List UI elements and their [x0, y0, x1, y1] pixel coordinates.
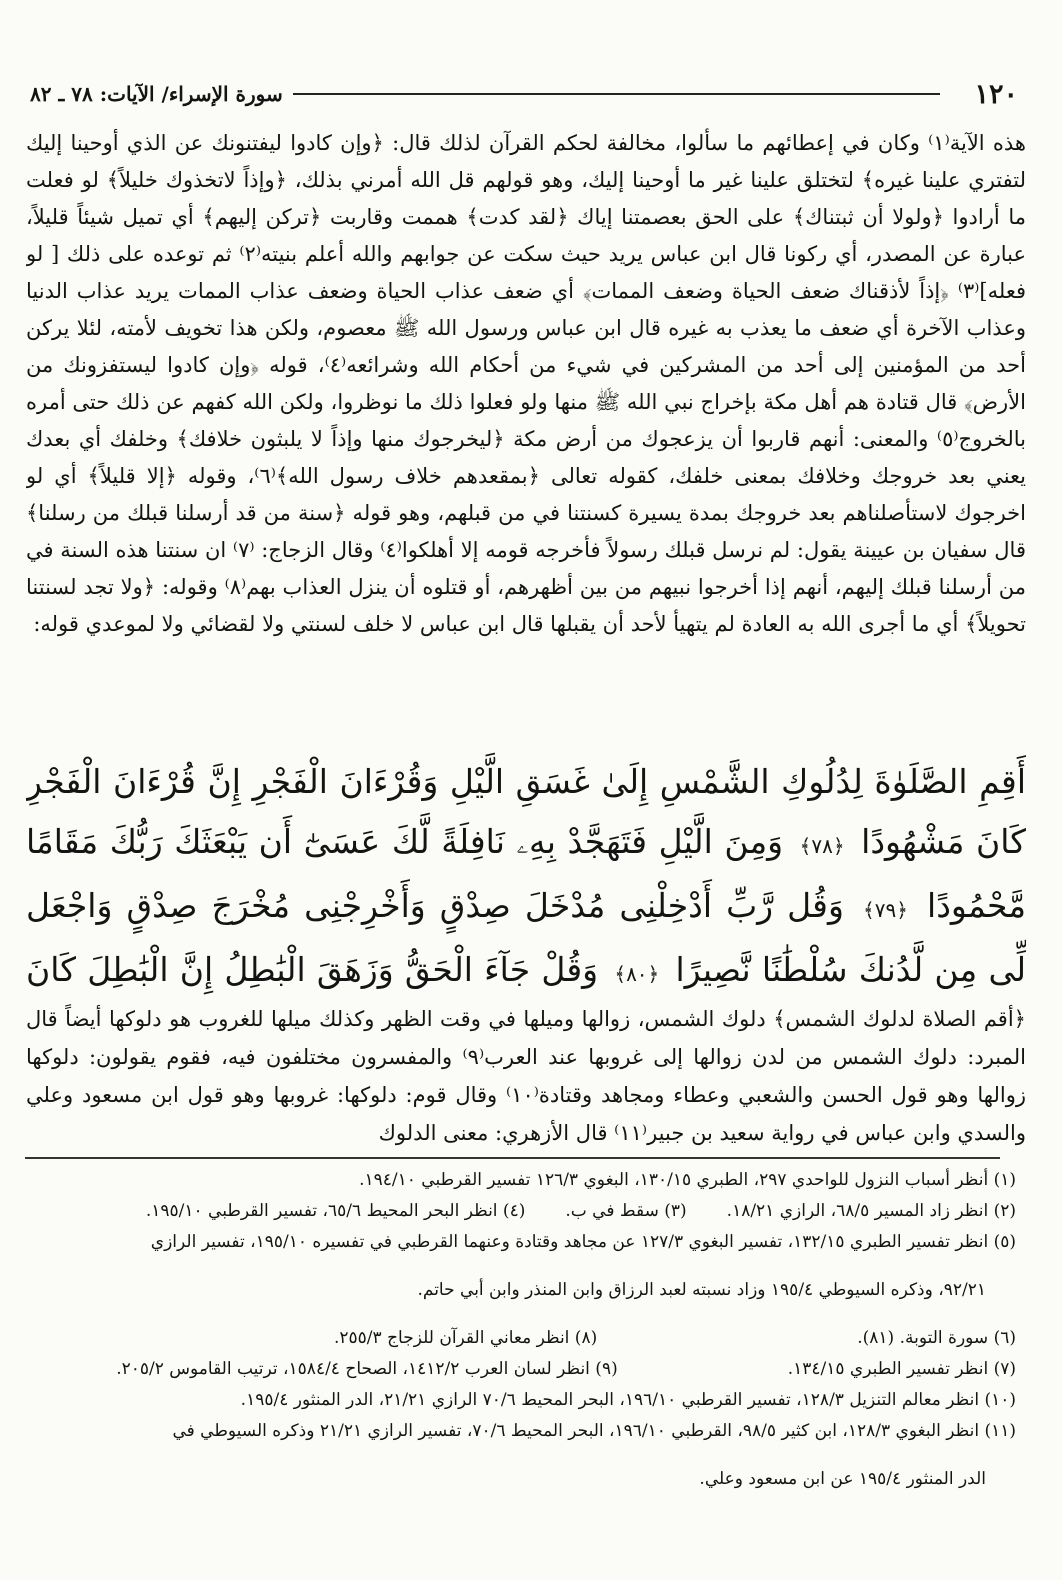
footnote-separator — [25, 1157, 1000, 1159]
verse-number-marker: ﴿٧٩﴾ — [863, 898, 908, 922]
footnote-11-continued: الدر المنثور ١٩٥/٤ عن ابن مسعود وعلي. — [699, 1469, 986, 1489]
tafsir-text — [26, 125, 1026, 745]
running-title: سورة الإسراء/ الآيات: ٧٨ ـ ٨٢ — [30, 82, 283, 106]
page-header — [30, 74, 1018, 114]
footnote-5: (٥) انظر تفسير الطبري ١٣٢/١٥، تفسير البغوي ١٢٧/٣ عن مجاهد وقتادة وعنهما القرطبي في تفسيره ١٩٥/١٠، تفسير الرازي — [150, 1232, 1016, 1252]
footnote-7: (٧) انظر تفسير الطبري ١٣٤/١٥. — [787, 1359, 1016, 1379]
footnote-11: (١١) انظر البغوي ١٢٨/٣، ابن كثير ٩٨/٥، القرطبي ١٩٦/١٠، البحر المحيط ٧٠/٦، تفسير الرازي ٢١/٢١ وذكره السيوطي في — [172, 1421, 1016, 1441]
verse-text: وَقُل رَّبِّ أَدْخِلْنِى مُدْخَلَ صِدْقٍ وَأَخْرِجْنِى مُخْرَجَ صِدْقٍ وَاجْعَل لِّى مِن لَّدُنكَ سُلْطَٰنًا نَّصِيرًا — [26, 886, 1026, 989]
header-rule — [293, 93, 941, 95]
verse-number: ٧٩ — [874, 898, 897, 922]
verse-text: أَقِمِ الصَّلَوٰةَ لِدُلُوكِ الشَّمْسِ إِلَىٰ غَسَقِ الَّيْلِ وَقُرْءَانَ الْفَجْرِ إِنَّ قُرْءَانَ الْفَجْرِ كَانَ مَشْهُودًا — [26, 762, 1026, 861]
tafsir-paragraph: هذه الآية⁽١⁾ وكان في إعطائهم ما سألوا، مخالفة لحكم القرآن لذلك قال: ﴿وإن كادوا ليفتنونك عن الذي أوحينا إليك لتفتري علينا غيره﴾ لتختلق علينا غير ما أوحينا إليك، وهو قولهم قل الله أمرني بذلك، ﴿وإذاً لاتخذوك خليلاً﴾ لو فعلت ما أرادوا ﴿ولولا أن ثبتناك﴾ على الحق بعصمتنا إياك ﴿لقد كدت﴾ هممت وقاربت ﴿تركن إليهم﴾ أي تميل شيئاً قليلاً، عبارة عن المصدر، أي ركونا قال ابن عباس يريد حيث سكت عن جوابهم والله أعلم بنيته⁽٢⁾ ثم توعده على ذلك [ لو فعله]⁽٣⁾ ﴿إذاً لأذقناك ضعف الحياة وضعف الممات﴾ أي ضعف عذاب الحياة وضعف عذاب الممات يريد عذاب الدنيا وعذاب الآخرة أي ضعف ما يعذب به غيره قال ابن عباس ورسول الله ﷺ معصوم، ولكن هذا تخويف لأمته، لئلا يركن أحد من المؤمنين إلى أحد من المشركين في شيء من أحكام الله وشرائعه⁽٤⁾، قوله ﴿وإن كادوا ليستفزونك من الأرض﴾ قال قتادة هم أهل مكة بإخراج نبي الله ﷺ منها ولو فعلوا ذلك ما نوظروا، ولكن الله كفهم عن ذلك حتى أمره بالخروج⁽٥⁾ والمعنى: أنهم قاربوا أن يزعجوك من أرض مكة ﴿ليخرجوك منها وإذاً لا يلبثون خلافك﴾ وخلفك أي بعدك يعني بعد خروجك وخلافك بمعنى خلفك، كقوله تعالى ﴿بمقعدهم خلاف رسول الله﴾⁽٦⁾، وقوله ﴿إلا قليلاً﴾ أي لو اخرجوك لاستأصلناهم بعد خروجك بمدة يسيرة كسنتنا في من قبلهم، وهو قوله ﴿سنة من قد أرسلنا قبلك من رسلنا﴾ قال سفيان بن عيينة يقول: لم نرسل قبلك رسولاً فأخرجه قومه إلا أهلكوا⁽٤⁾ وقال الزجاج: ⁽٧⁾ ان سنتنا هذه السنة في من أرسلنا قبلك إليهم، أنهم إذا أخرجوا نبيهم من بين أظهرهم، أو قتلوه أن ينزل العذاب بهم⁽٨⁾ وقوله: ﴿ولا تجد لسنتنا تحويلاً﴾ أي ما أجرى الله به العادة لم يتهيأ لأحد أن يقبلها قال ابن عباس لا خلف لسنتي ولا لقضائي ولا لموعدي قوله: — [26, 131, 1026, 636]
footnote-row — [26, 1196, 1016, 1227]
footnote-4: (٤) انظر البحر المحيط ٦٥/٦، تفسير القرطبي ١٩٥/١٠. — [145, 1201, 526, 1221]
verse-number-marker: ﴿٧٨﴾ — [799, 834, 845, 858]
footnote-6: (٦) سورة التوبة. (٨١). — [857, 1328, 1016, 1348]
footnotes — [26, 1165, 1016, 1535]
footnote-2: (٢) انظر زاد المسير ٦٨/٥، الرازي ١٨/٢١. — [726, 1201, 1016, 1221]
footnote-9: (٩) انظر لسان العرب ١٤١٢/٢، الصحاح ١٥٨٤/٤، ترتيب القاموس ٢٠٥/٢. — [116, 1359, 618, 1379]
footnote-3: (٣) سقط في ب. — [565, 1201, 687, 1221]
footnote-5-continued: ٩٢/٢١، وذكره السيوطي ١٩٥/٤ وزاد نسبته لعبد الرزاق وابن المنذر وابن أبي حاتم. — [417, 1280, 986, 1300]
verse-number: ٧٨ — [811, 834, 833, 858]
footnote-1: (١) أنظر أسباب النزول للواحدي ٢٩٧، الطبري ١٣٠/١٥، البغوي ١٢٦/٣ تفسير القرطبي ١٩٤/١٠. — [359, 1170, 1016, 1190]
footnote-row — [26, 1323, 1016, 1354]
verse-text: وَمِنَ الَّيْلِ فَتَهَجَّدْ بِهِۦ نَافِلَةً لَّكَ عَسَىٰٓ أَن يَبْعَثَكَ رَبُّكَ مَقَامًا مَّحْمُودًا — [26, 822, 1026, 925]
footnote-8: (٨) انظر معاني القرآن للزجاج ٢٥٥/٣. — [334, 1328, 598, 1348]
page-number: ١٢٠ — [974, 78, 1018, 110]
verse-text: وَقُلْ جَآءَ الْحَقُّ وَزَهَقَ الْبَٰطِلُ إِنَّ الْبَٰطِلَ كَانَ — [26, 950, 599, 989]
footnote-row — [26, 1354, 1016, 1385]
commentary-text: ﴿أقم الصلاة لدلوك الشمس﴾ دلوك الشمس، زوالها وميلها في وقت الظهر وكذلك ميلها للغروب هو دلوكها أيضاً قال المبرد: دلوك الشمس من لدن زوالها إلى غروبها عند العرب⁽٩⁾ والمفسرون مختلفون فيه، فقوم يقولون: دلوكها زوالها وهو قول الحسن والشعبي وعطاء ومجاهد وقتادة⁽١٠⁾ وقال قوم: دلوكها: غروبها وهو قول ابن مسعود وعلي والسدي وابن عباس في رواية سعيد بن جبير⁽١١⁾ قال الأزهري: معنى الدلوك — [26, 1007, 1026, 1145]
verse-number-marker: ﴿٨٠﴾ — [614, 962, 660, 986]
verse-number: ٨٠ — [626, 962, 648, 986]
footnote-10: (١٠) انظر معالم التنزيل ١٢٨/٣، تفسير القرطبي ١٩٦/١٠، البحر المحيط ٧٠/٦ الرازي ٢١/٢١، الدر المنثور ١٩٥/٤. — [240, 1390, 1016, 1410]
quran-verses — [26, 752, 1026, 997]
